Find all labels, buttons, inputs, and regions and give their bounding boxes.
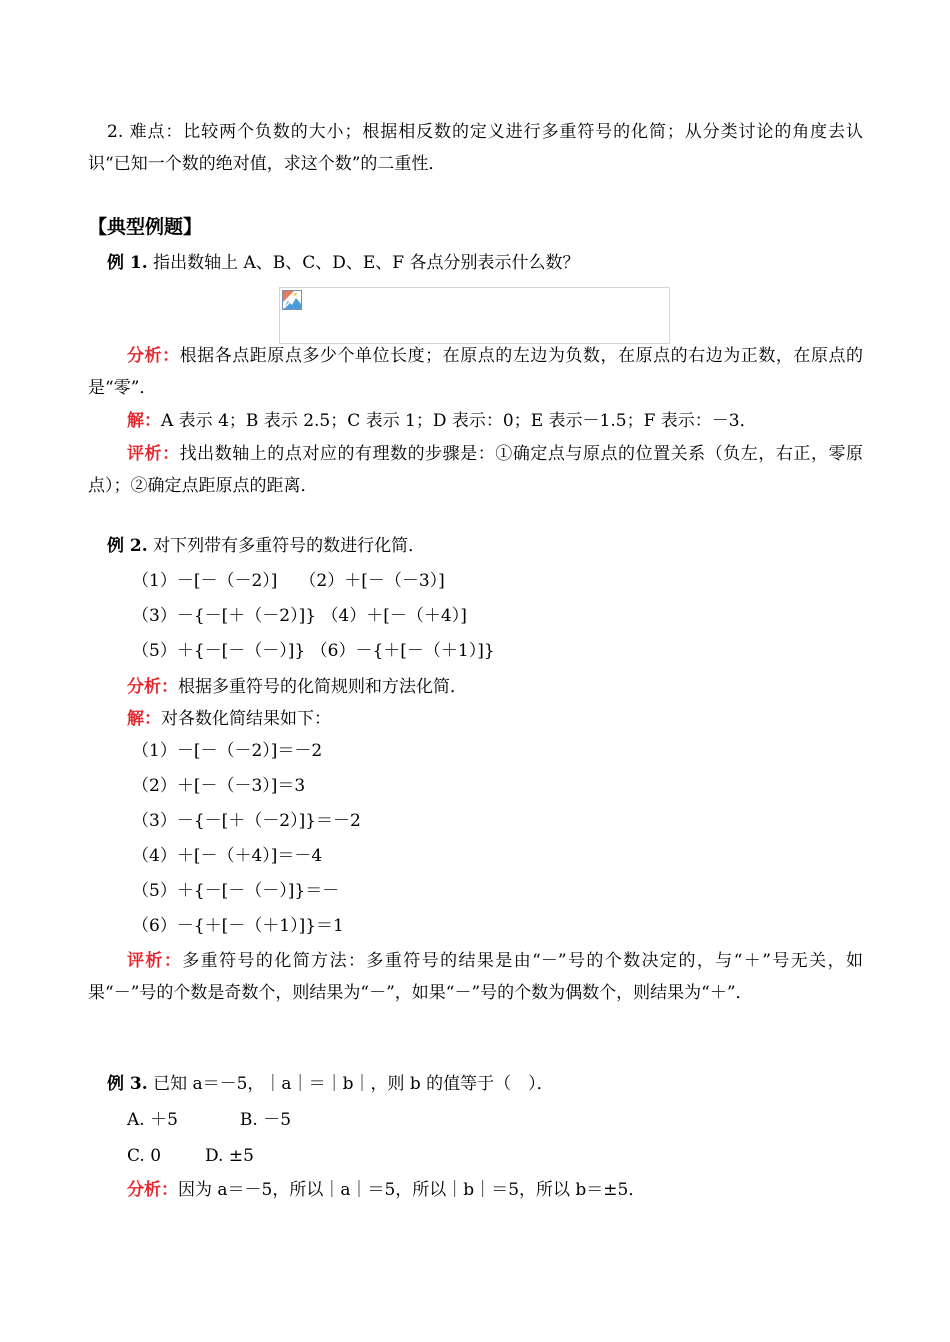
list-item: （3）－{－[＋（－2）]}	[132, 606, 317, 626]
example-2-items-row-2	[132, 600, 907, 632]
result-item: （1）－[－（－2）]＝－2	[132, 741, 323, 761]
example-2-items-row-3	[132, 635, 907, 667]
example-3-options-row-2	[127, 1140, 902, 1172]
result-item: （5）＋{－[－（－）]}＝－	[132, 881, 340, 901]
example-2-label: 例 2.	[107, 536, 148, 556]
difficulty-text: 2. 难点：比较两个负数的大小；根据相反数的定义进行多重符号的化简；从分类讨论的角度去认识“已知一个数的绝对值，求这个数”的二重性．	[88, 122, 863, 174]
example-1-text: 指出数轴上 A、B、C、D、E、F 各点分别表示什么数？	[153, 253, 580, 273]
option-c: C. 0	[127, 1146, 162, 1166]
result-item: （3）－{－[＋（－2）]}＝－2	[132, 811, 361, 831]
example-1-solution-text: A 表示 4；B 表示 2.5；C 表示 1；D 表示：0；E 表示－1.5；F 表示：－3．	[161, 411, 757, 431]
list-item: （5）＋{－[－（－）]}	[132, 641, 306, 661]
example-1-analysis-text: 根据各点距原点多少个单位长度；在原点的左边为负数，在原点的右边为正数，在原点的是“零”．	[88, 346, 864, 398]
example-1-solution	[127, 405, 902, 437]
example-2-comment	[88, 945, 863, 1009]
number-line-image	[279, 287, 670, 344]
example-3-analysis	[127, 1174, 902, 1206]
example-1-analysis	[88, 340, 863, 404]
example-3-label: 例 3.	[107, 1074, 148, 1094]
section-title: 【典型例题】	[88, 216, 203, 238]
example-2-solution-label: 解：	[127, 709, 161, 729]
example-2-comment-label: 评析：	[127, 951, 183, 971]
example-1-question	[107, 247, 882, 279]
example-2-solution	[127, 703, 902, 735]
list-item: （4）＋[－（＋4）]	[321, 606, 467, 626]
result-item: （2）＋[－（－3）]＝3	[132, 776, 306, 796]
example-2-analysis	[127, 671, 902, 703]
example-1-solution-label: 解：	[127, 411, 161, 431]
broken-image-icon	[282, 290, 302, 310]
example-2-items-row-1	[132, 565, 907, 597]
difficulty-paragraph	[88, 116, 863, 180]
example-1-comment-text: 找出数轴上的点对应的有理数的步骤是：①确定点与原点的位置关系（负左，右正，零原点）；②确定点距原点的距离．	[88, 444, 864, 496]
option-b: B. －5	[239, 1110, 292, 1130]
option-a: A. ＋5	[127, 1110, 178, 1130]
example-3-text: 已知 a＝－5，｜a｜＝｜b｜，则 b 的值等于（ ）．	[153, 1074, 554, 1094]
example-2-analysis-text: 根据多重符号的化简规则和方法化简．	[178, 677, 467, 697]
list-item: （2）＋[－（－3）]	[299, 571, 445, 591]
example-2-text: 对下列带有多重符号的数进行化简．	[153, 536, 426, 556]
result-item: （6）－{＋[－（＋1）]}＝1	[132, 916, 344, 936]
example-1-label: 例 1.	[107, 253, 148, 273]
example-3-options-row-1	[127, 1104, 902, 1136]
list-item: （1）－[－（－2）]	[132, 571, 278, 591]
example-1-comment	[88, 438, 863, 502]
example-1-comment-label: 评析：	[127, 444, 180, 464]
option-d: D. ±5	[205, 1146, 254, 1166]
example-1-analysis-label: 分析：	[127, 346, 180, 366]
example-3-analysis-label: 分析：	[127, 1180, 178, 1200]
example-2-solution-text: 对各数化简结果如下：	[161, 709, 331, 729]
example-3-analysis-text: 因为 a＝－5，所以｜a｜＝5，所以｜b｜＝5，所以 b＝±5．	[178, 1180, 646, 1200]
list-item: （6）－{＋[－（＋1）]}	[310, 641, 495, 661]
example-2-analysis-label: 分析：	[127, 677, 178, 697]
example-2-comment-text: 多重符号的化简方法：多重符号的结果是由“－”号的个数决定的，与“＋”号无关，如果“－”号的个数是奇数个，则结果为“－”，如果“－”号的个数为偶数个，则结果为“＋”．	[88, 951, 863, 1003]
result-item: （4）＋[－（＋4）]＝－4	[132, 846, 323, 866]
example-3-question	[107, 1068, 882, 1100]
example-2-question	[107, 530, 882, 562]
